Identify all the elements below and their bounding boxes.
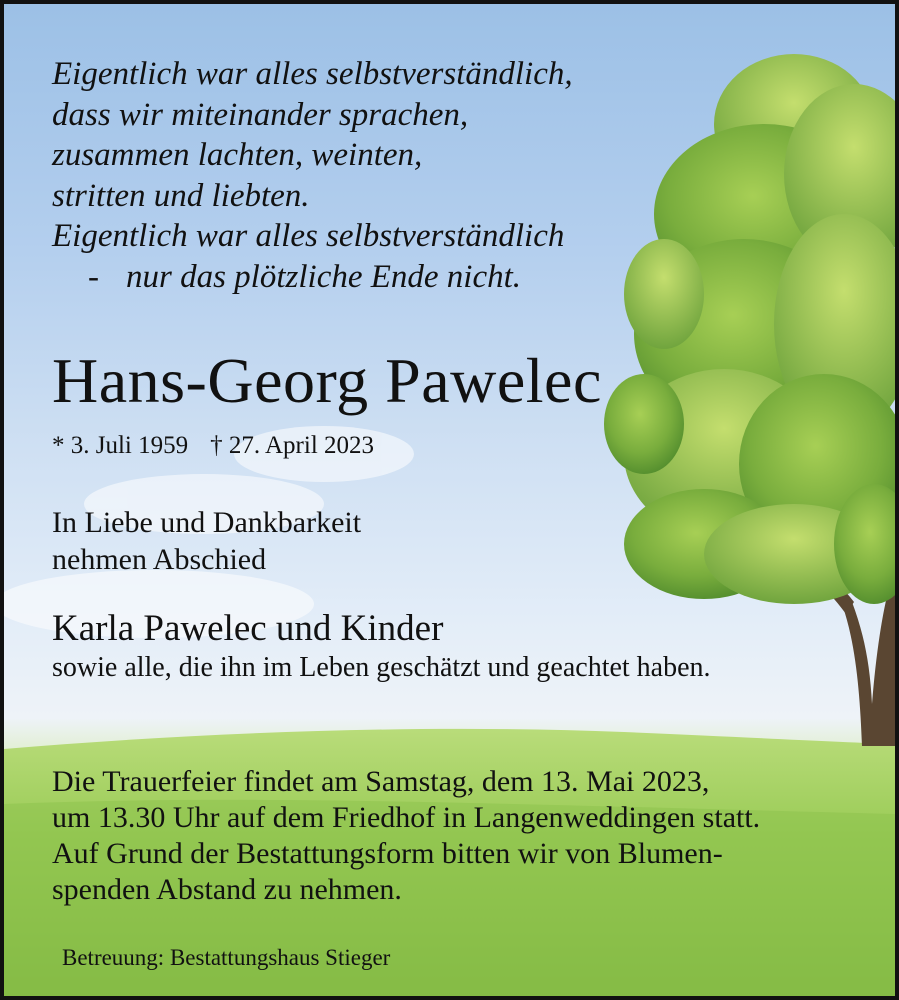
poem bbox=[52, 54, 573, 297]
mourners-others: sowie alle, die ihn im Leben geschätzt und geachtet haben. bbox=[52, 652, 711, 683]
mourners-family: Karla Pawelec und Kinder bbox=[52, 608, 444, 649]
poem-dash: - bbox=[88, 258, 99, 295]
poem-line: zusammen lachten, weinten, bbox=[52, 137, 423, 173]
birth-date: * 3. Juli 1959 bbox=[52, 432, 189, 459]
life-dates bbox=[52, 432, 374, 460]
service-line: spenden Abstand zu nehmen. bbox=[52, 873, 402, 906]
poem-line: dass wir miteinander sprachen, bbox=[52, 96, 469, 133]
poem-line: stritten und liebten. bbox=[52, 177, 310, 214]
service-info bbox=[52, 764, 760, 908]
tree bbox=[604, 54, 895, 746]
farewell-line: In Liebe und Dankbarkeit bbox=[52, 506, 362, 539]
tree-foliage bbox=[604, 54, 895, 604]
poem-line: Eigentlich war alles selbstverständlich, bbox=[52, 56, 573, 92]
poem-line: Eigentlich war alles selbstverständlich bbox=[52, 218, 565, 254]
farewell-intro bbox=[52, 504, 361, 578]
farewell-line: nehmen Abschied bbox=[52, 543, 267, 576]
funeral-home-credit: Betreuung: Bestattungshaus Stieger bbox=[62, 945, 391, 970]
poem-last-text: nur das plötzliche Ende nicht. bbox=[126, 258, 522, 295]
service-line: Die Trauerfeier findet am Samstag, dem 13. Mai 2023, bbox=[52, 765, 710, 798]
deceased-name: Hans-Georg Pawelec bbox=[52, 345, 602, 416]
death-date: † 27. April 2023 bbox=[210, 432, 375, 459]
service-line: um 13.30 Uhr auf dem Friedhof in Langenweddingen statt. bbox=[52, 801, 761, 834]
service-line: Auf Grund der Bestattungsform bitten wir von Blumen- bbox=[52, 837, 723, 870]
poem-last-line bbox=[52, 257, 573, 298]
